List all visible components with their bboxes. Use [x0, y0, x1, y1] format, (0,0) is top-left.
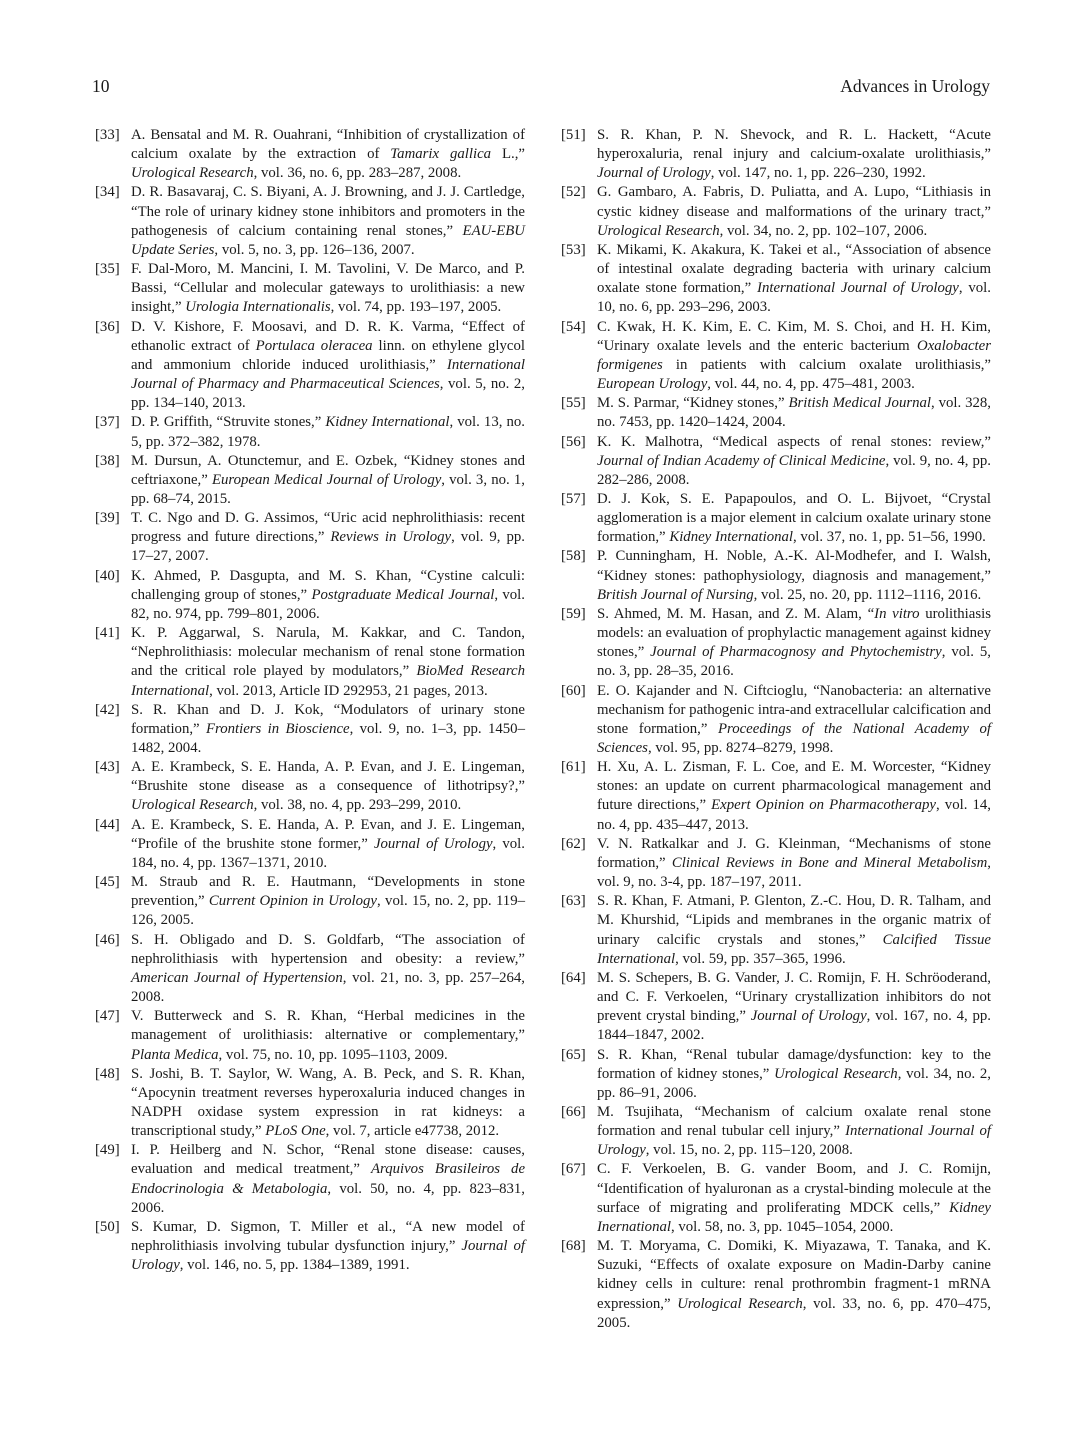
- reference-number: [41]: [95, 625, 120, 642]
- reference-source-italic: Current Opinion in Urology: [208, 893, 378, 910]
- reference-item: [561, 433, 991, 490]
- reference-text: , vol. 44, no. 4, pp. 475–481, 2003.: [707, 376, 915, 393]
- reference-source-italic: Kidney International: [325, 414, 450, 431]
- reference-number: [45]: [95, 874, 120, 891]
- reference-item: [95, 183, 525, 260]
- reference-text: S. R. Khan and D. J. Kok, “Modulators of urinary stone formation,”: [131, 701, 525, 737]
- reference-item: [561, 682, 991, 759]
- reference-item: [561, 490, 991, 547]
- reference-text: F. Dal-Moro, M. Mancini, I. M. Tavolini, V. De Marco, and P. Bassi, “Cellular and molecular gateways to urolithiasis: a new insight,”: [131, 261, 525, 316]
- reference-text: , vol. 5, no. 3, pp. 126–136, 2007.: [214, 241, 415, 258]
- reference-number: [36]: [95, 318, 120, 335]
- reference-text: , vol. 25, no. 20, pp. 1112–1116, 2016.: [753, 586, 982, 603]
- reference-text: K. P. Aggarwal, S. Narula, M. Kakkar, and C. Tandon, “Nephrolithiasis: molecular mechanism of renal stone formation and the critical role played by modulators,”: [131, 625, 525, 680]
- reference-number: [35]: [95, 261, 120, 278]
- reference-number: [34]: [95, 184, 120, 201]
- reference-source-italic: Urological Research: [774, 1065, 898, 1082]
- reference-source-italic: Journal of Urology: [373, 835, 493, 852]
- reference-text: K. Mikami, K. Akakura, K. Takei et al., “Association of absence of intestinal oxalate degrading bacteria with urinary calcium oxalate stone formation,”: [597, 241, 991, 297]
- reference-number: [50]: [95, 1218, 120, 1235]
- reference-text: S. R. Khan, F. Atmani, P. Glenton, Z.-C. Hou, D. R. Talham, and M. Khurshid, “Lipids and membranes in the organic matrix of urinary calcific crystals and stones,”: [597, 893, 991, 948]
- reference-item: [95, 758, 525, 815]
- reference-item: [95, 567, 525, 624]
- reference-text: , vol. 34, no. 2, pp. 102–107, 2006.: [719, 222, 928, 239]
- reference-text: , vol. 58, no. 3, pp. 1045–1054, 2000.: [670, 1218, 894, 1235]
- reference-number: [33]: [95, 127, 120, 143]
- reference-source-italic: Kidney Inernational: [597, 1199, 991, 1235]
- reference-item: [95, 509, 525, 566]
- reference-number: [65]: [561, 1046, 586, 1063]
- reference-text: , vol. 146, no. 5, pp. 1384–1389, 1991.: [179, 1257, 410, 1274]
- reference-item: [561, 394, 991, 432]
- reference-text: A. E. Krambeck, S. E. Handa, A. P. Evan, and J. E. Lingeman, “Brushite stone disease as a consequence of lithotripsy?,”: [131, 759, 525, 795]
- reference-source-italic: Oxalobacter formigenes: [597, 337, 991, 373]
- reference-text: D. P. Griffith, “Struvite stones,”: [131, 414, 326, 431]
- reference-number: [61]: [561, 759, 586, 776]
- reference-source-italic: International Journal of Urology: [757, 280, 959, 297]
- reference-number: [39]: [95, 510, 120, 527]
- reference-text: G. Gambaro, A. Fabris, D. Puliatta, and A. Lupo, “Lithiasis in cystic kidney disease and malformations of the urinary tract,”: [597, 184, 991, 220]
- reference-source-italic: Clinical Reviews in Bone and Mineral Metabolism: [671, 854, 988, 871]
- reference-text: M. Dursun, A. Otunctemur, and E. Ozbek, “Kidney stones and ceftriaxone,”: [131, 452, 525, 488]
- reference-text: D. R. Basavaraj, C. S. Biyani, A. J. Browning, and J. J. Cartledge, “The role of urinary kidney stone inhibitors and promoters in the pathogenesis of calcium containing renal stones,”: [131, 184, 525, 239]
- reference-source-italic: PLoS One: [265, 1123, 326, 1140]
- reference-number: [54]: [561, 318, 586, 335]
- references-right-column: [561, 126, 991, 1333]
- reference-text: C. Kwak, H. K. Kim, E. C. Kim, M. S. Choi, and H. H. Kim, “Urinary oxalate levels and the enteric bacterium: [597, 318, 991, 354]
- reference-text: D. J. Kok, S. E. Papapoulos, and O. L. Bijvoet, “Crystal agglomeration is a major element in calcium oxalate urinary stone formation,”: [597, 490, 991, 546]
- reference-number: [68]: [561, 1238, 586, 1255]
- reference-number: [56]: [561, 433, 586, 450]
- reference-text: D. V. Kishore, F. Moosavi, and D. R. K. Varma, “Effect of ethanolic extract of: [131, 318, 525, 354]
- reference-text: , vol. 3, no. 1, pp. 68–74, 2015.: [131, 471, 525, 507]
- reference-text: , vol. 5, no. 2, pp. 134–140, 2013.: [131, 376, 525, 412]
- reference-item: [95, 816, 525, 873]
- reference-item: [561, 318, 991, 395]
- reference-text: M. T. Moryama, C. Domiki, K. Miyazawa, T. Tanaka, and K. Suzuki, “Effects of oxalate exposure on Madin-Darby canine kidney cells in culture: renal prothrombin fragment-1 mRNA expression,”: [597, 1238, 991, 1312]
- reference-text: , vol. 14, no. 4, pp. 435–447, 2013.: [597, 797, 992, 833]
- reference-number: [37]: [95, 414, 120, 431]
- reference-text: , vol. 21, no. 3, pp. 257–264, 2008.: [131, 969, 525, 1006]
- reference-text: in patients with calcium oxalate urolithiasis,”: [662, 356, 991, 373]
- reference-text: , vol. 33, no. 6, pp. 470–475, 2005.: [597, 1295, 991, 1331]
- reference-text: K. Ahmed, P. Dasgupta, and M. S. Khan, “Cystine calculi: challenging group of stones,”: [131, 567, 525, 603]
- reference-text: S. R. Khan, “Renal tubular damage/dysfunction: key to the formation of kidney stones,”: [597, 1046, 991, 1082]
- reference-item: [95, 126, 525, 183]
- reference-text: , vol. 2013, Article ID 292953, 21 pages, 2013.: [209, 682, 488, 699]
- reference-source-italic: In vitro: [874, 605, 920, 622]
- reference-source-italic: Postgraduate Medical Journal: [311, 586, 495, 603]
- reference-item: [95, 452, 525, 509]
- reference-text: , vol. 15, no. 2, pp. 115–120, 2008.: [645, 1142, 853, 1159]
- reference-source-italic: Journal of Urology: [131, 1238, 525, 1274]
- reference-number: [57]: [561, 490, 586, 507]
- reference-number: [62]: [561, 835, 586, 852]
- reference-text: , vol. 95, pp. 8274–8279, 1998.: [647, 740, 834, 756]
- reference-text: , vol. 59, pp. 357–365, 1996.: [675, 950, 846, 967]
- reference-text: , vol. 13, no. 5, pp. 372–382, 1978.: [131, 414, 526, 450]
- reference-number: [48]: [95, 1065, 120, 1082]
- reference-source-italic: BioMed Research International: [131, 663, 526, 699]
- reference-source-italic: Urological Research: [677, 1295, 803, 1312]
- reference-number: [38]: [95, 452, 120, 469]
- page-number: 10: [92, 76, 110, 96]
- reference-text: I. P. Heilberg and N. Schor, “Renal stone disease: causes, evaluation and medical treatment,”: [131, 1142, 525, 1178]
- reference-number: [40]: [95, 567, 120, 584]
- reference-source-italic: EAU-EBU Update Series: [131, 222, 525, 258]
- reference-item: [95, 931, 525, 1008]
- reference-text: M. Tsujihata, “Mechanism of calcium oxalate renal stone formation and renal tubular cell injury,”: [597, 1103, 991, 1140]
- reference-item: [561, 969, 991, 1046]
- reference-source-italic: European Medical Journal of Urology: [211, 471, 442, 488]
- reference-text: , vol. 34, no. 2, pp. 86–91, 2006.: [597, 1065, 991, 1101]
- reference-item: [561, 892, 991, 969]
- reference-source-italic: Urologia Internationalis: [185, 299, 331, 316]
- reference-number: [51]: [561, 127, 586, 143]
- reference-text: S. Kumar, D. Sigmon, T. Miller et al., “A new model of nephrolithiasis involving tubular dysfunction injury,”: [131, 1218, 525, 1255]
- reference-text: , vol. 9, no. 4, pp. 282–286, 2008.: [597, 452, 991, 488]
- reference-source-italic: European Urology: [597, 376, 708, 393]
- reference-number: [58]: [561, 548, 586, 565]
- reference-text: , vol. 9, no. 3-4, pp. 187–197, 2011.: [597, 854, 991, 891]
- reference-text: M. Straub and R. E. Hautmann, “Developments in stone prevention,”: [131, 874, 525, 910]
- reference-item: [95, 1218, 525, 1275]
- reference-item: [561, 1103, 991, 1160]
- reference-text: A. E. Krambeck, S. E. Handa, A. P. Evan, and J. E. Lingeman, “Profile of the brushite stone former,”: [131, 816, 525, 852]
- reference-text: , vol. 82, no. 974, pp. 799–801, 2006.: [131, 586, 525, 622]
- reference-source-italic: Planta Medica: [131, 1046, 219, 1063]
- reference-number: [53]: [561, 241, 586, 258]
- reference-text: , vol. 74, pp. 193–197, 2005.: [330, 299, 502, 316]
- reference-item: [561, 1237, 991, 1333]
- reference-source-italic: Journal of Urology: [597, 165, 711, 182]
- reference-item: [95, 873, 525, 930]
- reference-item: [561, 1046, 991, 1103]
- reference-text: , vol. 167, no. 4, pp. 1844–1847, 2002.: [597, 1008, 991, 1044]
- reference-text: , vol. 9, pp. 17–27, 2007.: [131, 529, 525, 565]
- reference-text: , vol. 38, no. 4, pp. 293–299, 2010.: [253, 797, 462, 814]
- reference-item: [95, 701, 525, 758]
- reference-source-italic: Calcified Tissue International: [597, 931, 991, 967]
- reference-source-italic: Urological Research: [131, 165, 254, 182]
- reference-source-italic: Urological Research: [597, 222, 720, 239]
- reference-item: [561, 126, 991, 183]
- reference-source-italic: Frontiers in Bioscience: [205, 720, 350, 737]
- reference-number: [46]: [95, 931, 120, 948]
- reference-item: [561, 1160, 991, 1237]
- reference-text: L.,”: [491, 146, 525, 163]
- reference-source-italic: Portulaca oleracea: [255, 337, 373, 354]
- reference-text: , vol. 36, no. 6, pp. 283–287, 2008.: [253, 165, 462, 182]
- reference-item: [95, 1007, 525, 1064]
- reference-source-italic: American Journal of Hypertension: [131, 969, 343, 986]
- reference-text: , vol. 147, no. 1, pp. 226–230, 1992.: [710, 165, 926, 182]
- reference-source-italic: Journal of Pharmacognosy and Phytochemistry: [650, 644, 942, 661]
- reference-source-italic: Journal of Indian Academy of Clinical Medicine: [597, 452, 886, 469]
- reference-text: linn. on ethylene glycol and ammonium chloride induced urolithiasis,”: [131, 337, 526, 373]
- reference-text: C. F. Verkoelen, B. G. vander Boom, and J. C. Romijn, “Identification of hyaluronan as a crystal-binding molecule at the surface of migrating and proliferating MDCK cells,”: [597, 1161, 991, 1216]
- reference-number: [47]: [95, 1008, 120, 1025]
- reference-source-italic: British Journal of Nursing: [597, 586, 754, 603]
- reference-text: M. S. Schepers, B. G. Vander, J. C. Romijn, F. H. Schröoderand, and C. F. Verkoelen, “Urinary crystallization inhibitors do not prevent crystal binding,”: [597, 969, 991, 1025]
- reference-text: H. Xu, A. L. Zisman, F. L. Coe, and E. M. Worcester, “Kidney stones: an update on current pharmacological management and future directions,”: [597, 759, 991, 814]
- reference-item: [561, 241, 991, 318]
- reference-text: , vol. 75, no. 10, pp. 1095–1103, 2009.: [218, 1046, 448, 1063]
- reference-text: S. H. Obligado and D. S. Goldfarb, “The association of nephrolithiasis with hypertension and obesity: a review,”: [131, 931, 525, 967]
- reference-text: , vol. 5, no. 3, pp. 28–35, 2016.: [597, 644, 991, 680]
- reference-text: , vol. 50, no. 4, pp. 823–831, 2006.: [131, 1180, 525, 1216]
- reference-item: [95, 624, 525, 701]
- reference-number: [63]: [561, 893, 586, 910]
- reference-source-italic: Arquivos Brasileiros de Endocrinologia & Metabologia: [131, 1161, 526, 1197]
- reference-number: [67]: [561, 1161, 586, 1178]
- reference-text: V. Butterweck and S. R. Khan, “Herbal medicines in the management of urolithiasis: alternative or complementary,”: [131, 1008, 525, 1044]
- reference-number: [64]: [561, 969, 586, 986]
- reference-number: [52]: [561, 184, 586, 201]
- reference-source-italic: Journal of Urology: [750, 1008, 867, 1025]
- reference-source-italic: Tamarix gallica: [390, 146, 492, 163]
- reference-number: [55]: [561, 395, 586, 412]
- reference-source-italic: International Journal of Urology: [597, 1123, 991, 1159]
- reference-number: [44]: [95, 816, 120, 833]
- reference-item: [95, 1141, 525, 1218]
- reference-text: , vol. 7, article e47738, 2012.: [325, 1123, 500, 1140]
- reference-number: [60]: [561, 682, 586, 699]
- reference-text: S. R. Khan, P. N. Shevock, and R. L. Hackett, “Acute hyperoxaluria, renal injury and calcium-oxalate urolithiasis,”: [597, 127, 991, 163]
- reference-number: [49]: [95, 1142, 120, 1159]
- reference-source-italic: Urological Research: [131, 797, 254, 814]
- reference-text: K. K. Malhotra, “Medical aspects of renal stones: review,”: [597, 433, 991, 450]
- reference-item: [95, 1065, 525, 1142]
- reference-text: T. C. Ngo and D. G. Assimos, “Uric acid nephrolithiasis: recent progress and future directions,”: [131, 510, 525, 546]
- reference-text: , vol. 10, no. 6, pp. 293–296, 2003.: [597, 280, 991, 316]
- reference-item: [561, 183, 991, 240]
- journal-name: Advances in Urology: [840, 76, 990, 96]
- reference-text: M. S. Parmar, “Kidney stones,”: [597, 395, 789, 412]
- reference-item: [95, 260, 525, 317]
- reference-text: , vol. 9, no. 1–3, pp. 1450–1482, 2004.: [131, 720, 525, 756]
- reference-text: , vol. 328, no. 7453, pp. 1420–1424, 2004.: [597, 395, 991, 431]
- reference-text: , vol. 15, no. 2, pp. 119–126, 2005.: [131, 893, 525, 929]
- reference-item: [561, 758, 991, 835]
- reference-number: [59]: [561, 605, 586, 622]
- reference-item: [561, 605, 991, 682]
- references-left-column: [95, 126, 525, 1275]
- reference-source-italic: Expert Opinion on Pharmacotherapy: [711, 797, 937, 814]
- reference-text: E. O. Kajander and N. Ciftcioglu, “Nanobacteria: an alternative mechanism for pathogenic intra-and extracellular calcification and stone formation,”: [597, 682, 991, 737]
- reference-text: urolithiasis models: an evaluation of prophylactic management against kidney stones,”: [597, 605, 991, 661]
- reference-text: A. Bensatal and M. R. Ouahrani, “Inhibition of crystallization of calcium oxalate by the extraction of: [131, 127, 525, 163]
- reference-number: [42]: [95, 701, 120, 718]
- reference-item: [95, 413, 525, 451]
- reference-number: [43]: [95, 759, 120, 776]
- reference-text: , vol. 37, no. 1, pp. 51–56, 1990.: [793, 529, 986, 546]
- reference-source-italic: Proceedings of the National Academy of Sciences: [597, 720, 992, 756]
- reference-text: S. Joshi, B. T. Saylor, W. Wang, A. B. Peck, and S. R. Khan, “Apocynin treatment reverses hyperoxaluria induced changes in NADPH oxidase system expression in rat kidneys: a transcriptional study,”: [131, 1065, 525, 1140]
- reference-text: P. Cunningham, H. Noble, A.-K. Al-Modhefer, and I. Walsh, “Kidney stones: pathophysiology, diagnosis and management,”: [597, 548, 991, 584]
- page-header: [92, 76, 990, 102]
- reference-source-italic: International Journal of Pharmacy and Pharmaceutical Sciences: [131, 356, 525, 393]
- reference-text: S. Ahmed, M. M. Hasan, and Z. M. Alam, “: [597, 605, 875, 622]
- reference-number: [66]: [561, 1103, 586, 1120]
- reference-text: , vol. 184, no. 4, pp. 1367–1371, 2010.: [131, 835, 525, 871]
- reference-item: [561, 547, 991, 604]
- reference-text: V. N. Ratkalkar and J. G. Kleinman, “Mechanisms of stone formation,”: [597, 835, 991, 871]
- reference-source-italic: Kidney International: [669, 529, 794, 546]
- reference-source-italic: Reviews in Urology: [330, 529, 452, 546]
- reference-item: [95, 318, 525, 414]
- reference-item: [561, 835, 991, 892]
- reference-source-italic: British Medical Journal: [788, 395, 932, 412]
